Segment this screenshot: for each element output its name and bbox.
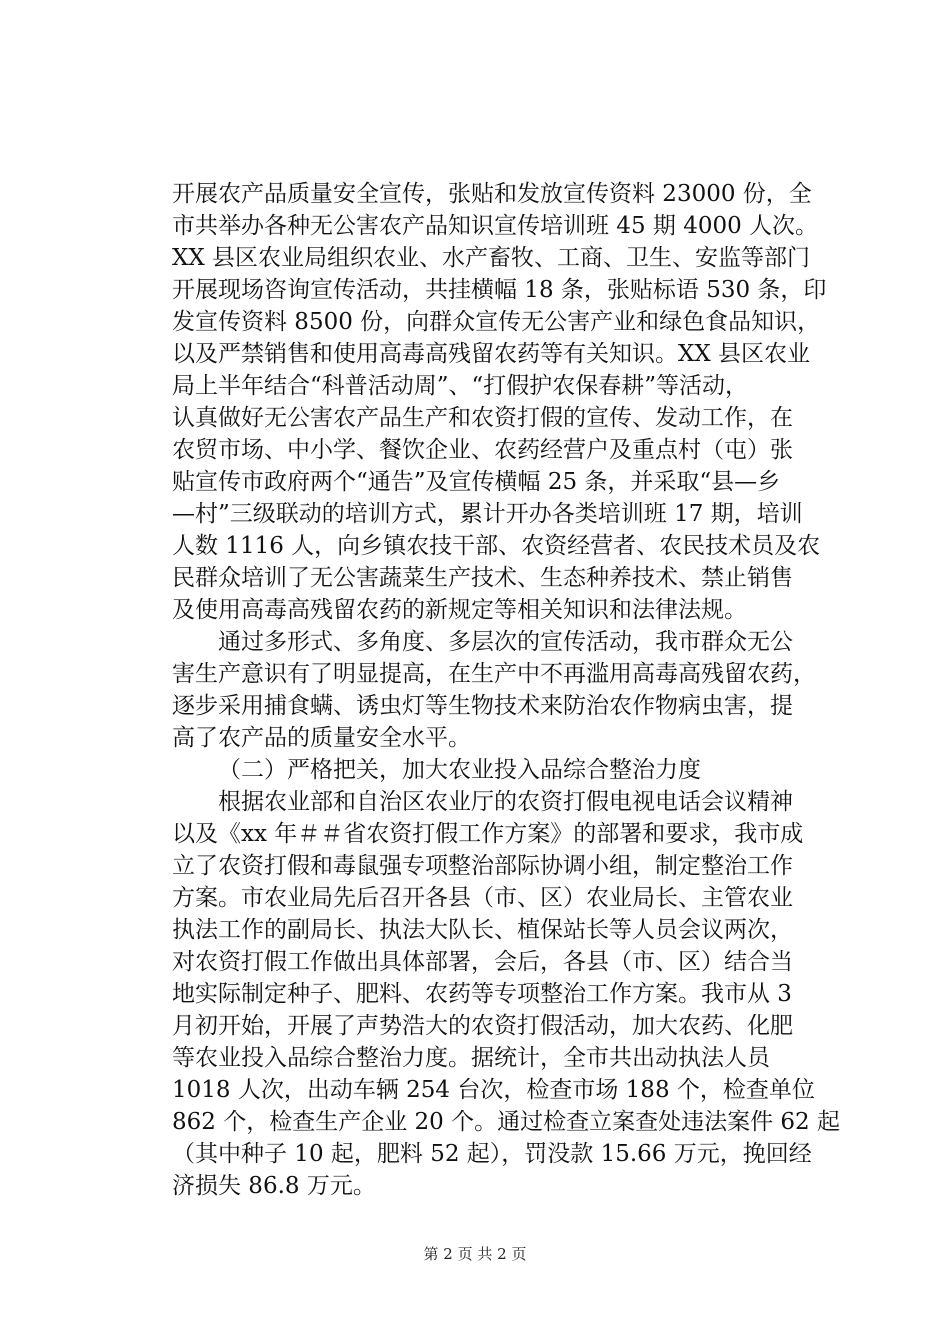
text-line: 认真做好无公害农产品生产和农资打假的宣传、发动工作，在 bbox=[172, 405, 793, 431]
text-line: 对农资打假工作做出具体部署，会后，各县（市、区）结合当 bbox=[172, 949, 793, 975]
text-line: XX 县区农业局组织农业、水产畜牧、工商、卫生、安监等部门 bbox=[172, 245, 811, 271]
text-line: 逐步采用捕食螨、诱虫灯等生物技术来防治农作物病虫害，提 bbox=[172, 693, 793, 719]
page-footer: 第 2 页 共 2 页 bbox=[423, 1245, 527, 1263]
document-body bbox=[172, 178, 840, 1202]
text-line: 执法工作的副局长、执法大队长、植保站长等人员会议两次， bbox=[172, 917, 793, 943]
section-heading: （二）严格把关，加大农业投入品综合整治力度 bbox=[218, 757, 701, 783]
paragraph-first-line: 根据农业部和自治区农业厅的农资打假电视电话会议精神 bbox=[218, 789, 793, 815]
text-line: 立了农资打假和毒鼠强专项整治部际协调小组，制定整治工作 bbox=[172, 853, 793, 879]
text-line: 高了农产品的质量安全水平。 bbox=[172, 725, 471, 751]
text-line: 农贸市场、中小学、餐饮企业、农药经营户及重点村（屯）张 bbox=[172, 437, 793, 463]
text-line: 月初开始，开展了声势浩大的农资打假活动，加大农药、化肥 bbox=[172, 1013, 793, 1039]
text-line: 以及严禁销售和使用高毒高残留农药等有关知识。XX 县区农业 bbox=[172, 341, 811, 367]
text-line: 862 个，检查生产企业 20 个。通过检查立案查处违法案件 62 起 bbox=[172, 1109, 840, 1135]
text-line: 发宣传资料 8500 份，向群众宣传无公害产业和绿色食品知识， bbox=[172, 309, 821, 335]
paragraph-first-line: 通过多形式、多角度、多层次的宣传活动，我市群众无公 bbox=[218, 629, 793, 655]
text-line: 开展农产品质量安全宣传，张贴和发放宣传资料 23000 份，全 bbox=[172, 181, 812, 207]
text-line: 等农业投入品综合整治力度。据统计，全市共出动执法人员 bbox=[172, 1045, 770, 1071]
text-line: （其中种子 10 起，肥料 52 起），罚没款 15.66 万元，挽回经 bbox=[172, 1141, 812, 1167]
text-line: 地实际制定种子、肥料、农药等专项整治工作方案。我市从 3 bbox=[172, 981, 792, 1007]
text-line: 市共举办各种无公害农产品知识宣传培训班 45 期 4000 人次。 bbox=[172, 213, 819, 239]
text-line: 及使用高毒高残留农药的新规定等相关知识和法律法规。 bbox=[172, 597, 747, 623]
text-line: 局上半年结合“科普活动周”、“打假护农保春耕”等活动， bbox=[172, 373, 749, 399]
text-line: —村”三级联动的培训方式，累计开办各类培训班 17 期，培训 bbox=[172, 501, 803, 527]
text-line: 开展现场咨询宣传活动，共挂横幅 18 条，张贴标语 530 条，印 bbox=[172, 277, 827, 303]
text-line: 害生产意识有了明显提高，在生产中不再滥用高毒高残留农药， bbox=[172, 661, 816, 687]
text-line: 济损失 86.8 万元。 bbox=[172, 1173, 376, 1199]
text-line: 民群众培训了无公害蔬菜生产技术、生态种养技术、禁止销售 bbox=[172, 565, 793, 591]
text-line: 方案。市农业局先后召开各县（市、区）农业局长、主管农业 bbox=[172, 885, 793, 911]
text-line: 1018 人次，出动车辆 254 台次，检查市场 188 个，检查单位 bbox=[172, 1077, 815, 1103]
text-line: 人数 1116 人，向乡镇农技干部、农资经营者、农民技术员及农 bbox=[172, 533, 821, 559]
text-line: 以及《xx 年＃＃省农资打假工作方案》的部署和要求，我市成 bbox=[172, 821, 804, 847]
text-line: 贴宣传市政府两个“通告”及宣传横幅 25 条，并采取“县—乡 bbox=[172, 469, 781, 495]
